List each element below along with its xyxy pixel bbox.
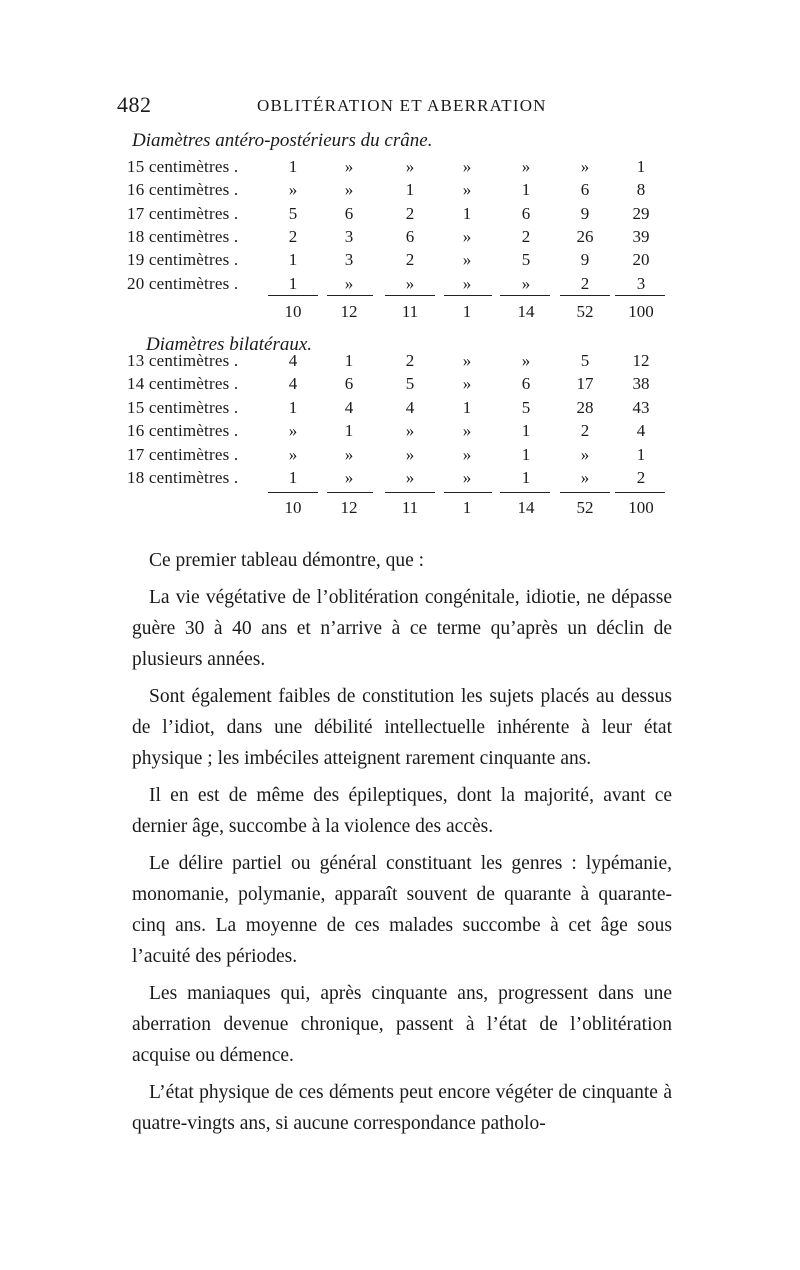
total-cell: 12 xyxy=(340,498,358,517)
table-row xyxy=(0,398,800,422)
table-cell: » xyxy=(344,468,354,487)
table-row xyxy=(0,351,800,375)
table-cell: » xyxy=(521,351,531,370)
table-row xyxy=(0,274,800,298)
table-cell: 2 xyxy=(405,351,415,370)
table-cell: 4 xyxy=(344,397,354,417)
table-cell: » xyxy=(344,157,354,176)
table-cell: 2 xyxy=(405,203,415,223)
table-cell: » xyxy=(462,157,472,176)
table-row xyxy=(0,157,800,181)
table-cell: 1 xyxy=(288,157,298,176)
total-rule xyxy=(560,295,610,296)
table1-title: Diamètres antéro-postérieurs du crâne. xyxy=(132,130,433,151)
table-row xyxy=(0,227,800,251)
table-cell: 4 xyxy=(636,421,646,441)
totals-row xyxy=(0,498,800,522)
table-row xyxy=(0,374,800,398)
total-rule xyxy=(385,295,435,296)
row-label: 13 centimètres . xyxy=(127,351,239,370)
table-cell: 1 xyxy=(288,397,298,417)
table-cell: » xyxy=(462,226,472,246)
total-rules xyxy=(0,492,800,496)
total-rule xyxy=(327,492,373,493)
table-cell: 3 xyxy=(344,250,354,270)
row-label: 16 centimètres . xyxy=(127,180,239,200)
table-cell: 6 xyxy=(405,226,415,246)
total-cell: 52 xyxy=(576,498,594,517)
row-label: 15 centimètres . xyxy=(127,157,239,176)
table-cell: » xyxy=(344,180,354,200)
table-cell: » xyxy=(462,468,472,487)
table-cell: 6 xyxy=(580,180,590,200)
table-cell: 39 xyxy=(632,226,650,246)
table-cell: » xyxy=(580,157,590,176)
table-cell: » xyxy=(462,374,472,394)
row-label: 17 centimètres . xyxy=(127,444,239,464)
table-cell: 1 xyxy=(521,180,531,200)
table-cell: 1 xyxy=(344,351,354,370)
page-header xyxy=(117,92,677,122)
table-cell: » xyxy=(405,468,415,487)
running-title: OBLITÉRATION ET ABERRATION xyxy=(257,96,547,115)
table-row xyxy=(0,204,800,228)
table-cell: » xyxy=(288,180,298,200)
table-cell: » xyxy=(462,250,472,270)
total-cell: 14 xyxy=(517,302,535,321)
table-cell: 26 xyxy=(576,226,594,246)
table-cell: 2 xyxy=(288,226,298,246)
table-cell: 38 xyxy=(632,374,650,394)
table-cell: » xyxy=(405,273,415,293)
table-cell: 29 xyxy=(632,203,650,223)
table-cell: 1 xyxy=(288,250,298,270)
total-cell: 12 xyxy=(340,302,358,321)
table-cell: 5 xyxy=(521,397,531,417)
table-cell: 9 xyxy=(580,250,590,270)
table-cell: » xyxy=(521,273,531,293)
table-row xyxy=(0,250,800,274)
table-cell: 5 xyxy=(580,351,590,370)
table-cell: 6 xyxy=(344,203,354,223)
table-cell: 1 xyxy=(636,444,646,464)
table-cell: 8 xyxy=(636,180,646,200)
table-cell: 1 xyxy=(636,157,646,176)
table-cell: 6 xyxy=(344,374,354,394)
paragraph: Sont également faibles de constitution les sujets placés au dessus de l’idiot, dans une débilité intellectuelle inhérente à leur état physique ; les imbéciles atteignent rarement cinquante ans. xyxy=(132,686,672,769)
table-cell: 4 xyxy=(405,397,415,417)
table-cell: 5 xyxy=(521,250,531,270)
table-cell: » xyxy=(521,157,531,176)
totals-row xyxy=(0,302,800,326)
table-cell: 1 xyxy=(405,180,415,200)
table-cell: » xyxy=(462,421,472,441)
table-cell: 17 xyxy=(576,374,594,394)
table-cell: 20 xyxy=(632,250,650,270)
table-cell: 9 xyxy=(580,203,590,223)
table-cell: » xyxy=(580,468,590,487)
total-rule xyxy=(385,492,435,493)
row-label: 19 centimètres . xyxy=(127,250,239,270)
row-label: 17 centimètres . xyxy=(127,203,239,223)
total-cell: 1 xyxy=(462,498,472,517)
total-cell: 100 xyxy=(628,498,654,517)
total-cell: 10 xyxy=(284,498,302,517)
table-row xyxy=(0,468,800,492)
table-cell: 3 xyxy=(636,273,646,293)
table-cell: 1 xyxy=(288,468,298,487)
total-cell: 11 xyxy=(401,302,419,321)
table-cell: 1 xyxy=(521,421,531,441)
total-rule xyxy=(500,492,550,493)
body-text xyxy=(132,545,672,1145)
table-cell: » xyxy=(462,273,472,293)
table-cell: » xyxy=(462,351,472,370)
table-cell: 5 xyxy=(405,374,415,394)
table2-title: Diamètres bilatéraux. xyxy=(146,334,313,355)
table-cell: 1 xyxy=(288,273,298,293)
paragraph: Le délire partiel ou général constituant les genres : lypémanie, monomanie, polymanie, apparaît souvent de quarante à quarante-cinq ans. La moyenne de ces malades succombe à cet âge sous l’acuité des périodes. xyxy=(132,853,672,967)
table-cell: 1 xyxy=(344,421,354,441)
total-rule xyxy=(444,492,492,493)
table-cell: » xyxy=(288,444,298,464)
total-cell: 10 xyxy=(284,302,302,321)
total-rule xyxy=(615,295,665,296)
table-cell: 2 xyxy=(636,468,646,487)
table-cell: 6 xyxy=(521,203,531,223)
table-cell: » xyxy=(344,444,354,464)
table-cell: 12 xyxy=(632,351,650,370)
paragraph: Il en est de même des épileptiques, dont la majorité, avant ce dernier âge, succombe à la violence des accès. xyxy=(132,785,672,837)
total-cell: 52 xyxy=(576,302,594,321)
table-cell: » xyxy=(580,444,590,464)
table-cell: 5 xyxy=(288,203,298,223)
total-rule xyxy=(444,295,492,296)
table-row xyxy=(0,180,800,204)
table-cell: » xyxy=(462,180,472,200)
table-cell: » xyxy=(405,157,415,176)
row-label: 15 centimètres . xyxy=(127,397,239,417)
table-cell: 3 xyxy=(344,226,354,246)
row-label: 18 centimètres . xyxy=(127,226,239,246)
row-label: 18 centimètres . xyxy=(127,468,239,487)
page-number: 482 xyxy=(117,92,152,117)
total-rule xyxy=(560,492,610,493)
total-cell: 100 xyxy=(628,302,654,321)
total-cell: 14 xyxy=(517,498,535,517)
table-cell: 2 xyxy=(580,421,590,441)
total-rule xyxy=(615,492,665,493)
table-cell: 1 xyxy=(462,397,472,417)
table-cell: 4 xyxy=(288,374,298,394)
table-cell: 4 xyxy=(288,351,298,370)
table-cell: 6 xyxy=(521,374,531,394)
table-cell: 2 xyxy=(405,250,415,270)
table-cell: » xyxy=(344,273,354,293)
table-cell: 28 xyxy=(576,397,594,417)
total-cell: 11 xyxy=(401,498,419,517)
row-label: 20 centimètres . xyxy=(127,273,239,293)
total-rule xyxy=(500,295,550,296)
total-rule xyxy=(268,492,318,493)
table-cell: 1 xyxy=(521,468,531,487)
table-cell: » xyxy=(405,444,415,464)
table-row xyxy=(0,445,800,469)
table-cell: » xyxy=(288,421,298,441)
table-row xyxy=(0,421,800,445)
total-cell: 1 xyxy=(462,302,472,321)
paragraph: L’état physique de ces déments peut encore végéter de cinquante à quatre-vingts ans, si aucune correspondance patholo- xyxy=(132,1082,672,1134)
row-label: 14 centimètres . xyxy=(127,374,239,394)
table-cell: 2 xyxy=(521,226,531,246)
table-cell: 2 xyxy=(580,273,590,293)
row-label: 16 centimètres . xyxy=(127,421,239,441)
paragraph: La vie végétative de l’oblitération congénitale, idiotie, ne dépasse guère 30 à 40 ans et n’arrive à ce terme qu’après un déclin de plusieurs années. xyxy=(132,587,672,670)
total-rule xyxy=(268,295,318,296)
table-cell: 1 xyxy=(521,444,531,464)
total-rules xyxy=(0,295,800,299)
total-rule xyxy=(327,295,373,296)
table-cell: » xyxy=(405,421,415,441)
table-cell: 1 xyxy=(462,203,472,223)
paragraph: Les maniaques qui, après cinquante ans, progressent dans une aberration devenue chronique, passent à l’état de l’oblitération acquise ou démence. xyxy=(132,983,672,1066)
table-cell: » xyxy=(462,444,472,464)
table-cell: 43 xyxy=(632,397,650,417)
paragraph: Ce premier tableau démontre, que : xyxy=(149,550,425,571)
